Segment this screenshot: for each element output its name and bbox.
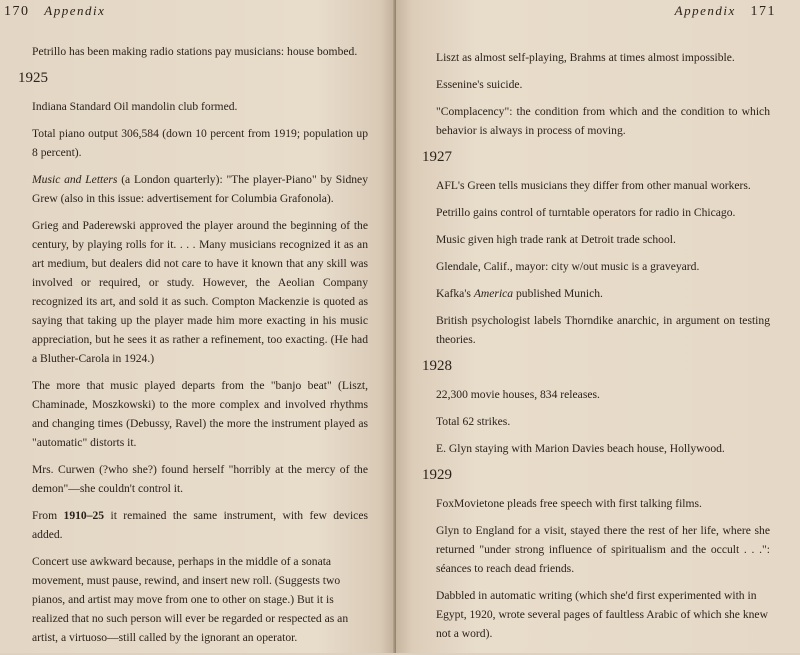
paragraph-afl-green: AFL's Green tells musicians they differ from other manual workers. <box>436 179 751 192</box>
right-running-title: Appendix <box>674 3 736 18</box>
text-run: Kafka's <box>436 287 474 300</box>
left-running-head <box>4 3 105 20</box>
paragraph-same-instrument <box>32 506 368 544</box>
paragraph-glyn-england: Glyn to England for a visit, stayed there the rest of her life, where she returned "under strong influence of spiritualism and the occult . . .": séances to reach dead friends. <box>436 524 770 575</box>
left-page-number: 170 <box>4 4 30 19</box>
paragraph-detroit-trade-school: Music given high trade rank at Detroit trade school. <box>436 233 676 246</box>
year-heading-1929: 1929 <box>422 467 452 483</box>
year-heading-1928: 1928 <box>422 358 452 374</box>
paragraph-liszt-brahms: Liszt as almost self-playing, Brahms at times almost impossible. <box>436 51 735 64</box>
journal-title: Music and Letters <box>32 173 118 186</box>
paragraph-glendale-mayor: Glendale, Calif., mayor: city w/out music is a graveyard. <box>436 260 700 273</box>
paragraph-complacency: "Complacency": the condition from which and the condition to which behavior is always in process of moving. <box>436 105 770 137</box>
right-page-number: 171 <box>750 4 776 19</box>
paragraph-grieg-paderewski: Grieg and Paderewski approved the player around the beginning of the century, by playing rolls for it. . . . Many musicians recognized it as an art medium, but dealers did not care to have it known that any skill was involved or required, or study. However, the Aeolian Company recognized its art, and sold it as such. Compton Mackenzie is quoted as saying that taking up the player made him more exacting in his music appreciation, but he sees it as rather a refinement, too exacting. (He had a Bluther-Carola in 1924.) <box>32 219 368 365</box>
paragraph-petrillo-radio: Petrillo has been making radio stations pay musicians: house bombed. <box>32 45 358 58</box>
left-page <box>0 0 396 653</box>
paragraph-piano-output: Total piano output 306,584 (down 10 percent from 1919; population up 8 percent). <box>32 127 368 159</box>
paragraph-music-and-letters <box>32 170 368 208</box>
paragraph-strikes: Total 62 strikes. <box>436 415 511 428</box>
left-page-body <box>18 42 368 655</box>
text-run: From <box>32 509 64 522</box>
text-run: published Munich. <box>513 287 603 300</box>
year-range: 1910–25 <box>63 509 105 522</box>
paragraph-essenine: Essenine's suicide. <box>436 78 523 91</box>
paragraph-mandolin-club: Indiana Standard Oil mandolin club formed. <box>32 100 238 113</box>
right-page-body <box>422 48 770 651</box>
paragraph-foxmovietone: FoxMovietone pleads free speech with first talking films. <box>436 497 702 510</box>
paragraph-glyn-davies: E. Glyn staying with Marion Davies beach house, Hollywood. <box>436 442 725 455</box>
paragraph-automatic-writing: Dabbled in automatic writing (which she'd first experimented with in Egypt, 1920, wrote several pages of faultless Arabic of which she knew not a word). <box>436 589 768 640</box>
right-running-head <box>675 3 776 20</box>
right-page <box>396 0 800 653</box>
journal-note: (a London quarterly): "The player-Piano" by Sidney Grew (also in this issue: advertisement for Columbia Grafonola). <box>32 173 368 205</box>
left-running-title: Appendix <box>44 3 106 18</box>
paragraph-petrillo-turntable: Petrillo gains control of turntable operators for radio in Chicago. <box>436 206 736 219</box>
paragraph-movie-houses: 22,300 movie houses, 834 releases. <box>436 388 600 401</box>
book-title: America <box>473 287 514 300</box>
paragraph-concert-use: Concert use awkward because, perhaps in the middle of a sonata movement, must pause, rewind, and insert new roll. (Suggests two pianos, and artist may move from one to other on stage.) But it is realized that no such person will ever be regarded or respected as an artist, a virtuoso—still called by the ignorant an operator. <box>32 555 349 644</box>
paragraph-kafka-america <box>436 284 770 303</box>
text-run: it remained the same instrument, with few devices added. <box>32 509 368 541</box>
paragraph-mrs-curwen: Mrs. Curwen (?who she?) found herself "horribly at the mercy of the demon"—she couldn't control it. <box>32 463 368 495</box>
paragraph-thorndike: British psychologist labels Thorndike anarchic, in argument on testing theories. <box>436 314 770 346</box>
year-heading-1927: 1927 <box>422 149 452 165</box>
year-heading-1925: 1925 <box>18 70 48 86</box>
paragraph-banjo-beat: The more that music played departs from the "banjo beat" (Liszt, Chaminade, Moszkowski) to the more complex and involved rhythms and changing times (Debussy, Ravel) the more the instrument played as "automatic" distorts it. <box>32 379 368 449</box>
